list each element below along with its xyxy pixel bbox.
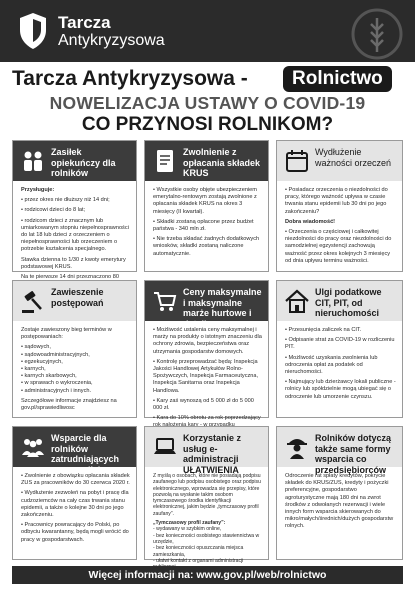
document-icon — [151, 147, 179, 175]
body-line: • Posiadacz orzeczenia o niezdolności do pracy, którego ważność upływa w czasie trwania stanu epidemii lub 30 dni po jego zakończeniu? — [285, 187, 388, 215]
panel-header — [145, 281, 268, 329]
panel-body — [21, 327, 130, 415]
panel-title: Rolników dotyczą także same formy wsparcia co przedsiębiorców — [315, 433, 392, 475]
brand-line-1: Tarcza — [58, 13, 111, 32]
body-line: • Wszystkie osoby objęte ubezpieczeniem emerytalno-rentowym zostają zwolnione z opłacania składek KRUS na okres 3 miesięcy (II kwartał). — [153, 187, 257, 215]
body-line: Zostaje zawieszony bieg terminów w postępowaniach: — [21, 327, 112, 341]
panel-orzeczenia — [276, 140, 403, 272]
panel-body — [21, 473, 130, 547]
panel-zasilek — [12, 140, 137, 281]
body-line: • w sprawach o wykroczenia, — [21, 380, 93, 387]
cart-icon — [151, 287, 179, 315]
body-line: • rodzicowi dzieci do 8 lat; — [21, 207, 86, 214]
panel-header — [277, 281, 402, 321]
body-line: Stawka dzienna to 1/30 z kwoty emerytury podstawowej KRUS. — [21, 256, 126, 270]
body-line: • Kontrolę przeprowadzać będą: Inspekcja Jakości Handlowej Artykułów Rolno-Spożywczych, Inspekcja Farmaceutyczna, Inspekcja Sanitarna oraz Inspekcja Handlowa. — [153, 358, 259, 394]
body-line: • karnych skarbowych, — [21, 373, 77, 380]
body-line: • Zwolnienie z obowiązku opłacania składek ZUS za pracowników do 30 czerwca 2020 r. — [21, 473, 130, 487]
shield-logo-icon — [18, 12, 48, 50]
body-line: • Przesunięcia zaliczek na CIT. — [285, 327, 362, 333]
title-badge: Rolnictwo — [283, 66, 392, 92]
panel-body — [153, 473, 262, 573]
subtitle: NOWELIZACJA USTAWY O COVID-19 — [49, 93, 366, 113]
panel-header — [145, 141, 268, 181]
farmer-icon — [283, 433, 311, 461]
panel-header — [13, 141, 136, 181]
body-line: - ułatwi kontakt z organami administracji — [153, 557, 244, 564]
body-line: Szczegółowe informacje znajdziesz na gov.pl/sprawiedliwosc — [21, 397, 117, 412]
laptop-icon — [151, 433, 179, 461]
body-line: • sądowych, — [21, 344, 51, 351]
panel-title: Ulgi podatkowe CIT, PIT, od nieruchomości — [315, 287, 382, 318]
body-line: • Nie trzeba składać żadnych dodatkowych wniosków, składki zostaną naliczone automatycznie. — [153, 236, 260, 257]
brand-line-2: Antykryzysowa — [58, 32, 165, 49]
wheat-emblem-icon — [349, 6, 405, 62]
body-line: • Składki zostaną opłacone przez budżet państwa - 340 mln zł. — [153, 218, 254, 233]
body-line: • Wydłużenie zezwoleń na pobyt i pracę dla cudzoziemców na cały czas trwania stanu epidemii, a także o kolejne 30 dni po jego zakończeniu. — [21, 490, 129, 519]
body-line: Dobra wiadomość! — [285, 218, 336, 225]
footer-link-bar[interactable]: Więcej informacji na: www.gov.pl/web/rolnictwo — [12, 566, 403, 584]
panel-title: Zawieszenie postępowań — [51, 287, 104, 308]
header-banner — [0, 0, 415, 62]
body-line: • Orzeczenia o częściowej i całkowitej niezdolności do pracy oraz niezdolności do samodzielnej egzystencji zachowują ważność przez okres kolejnych 3 miesięcy od dnia upływu terminu ważności. — [285, 229, 392, 264]
body-line: • przez okres nie dłuższy niż 14 dni; — [21, 197, 110, 204]
panel-title: Wydłużenie ważności orzeczeń — [315, 147, 392, 168]
body-line: • Kary zaś wynoszą od 5 000 zł do 5 000 000 zł. — [153, 397, 254, 412]
panel-ulgi — [276, 280, 403, 418]
body-line: • administracyjnych i innych. — [21, 387, 92, 394]
body-line: • Kara do 10% obrotu za rok poprzedzający — [153, 415, 261, 422]
body-line: • egzekucyjnych, — [21, 358, 63, 365]
body-line: Na te pierwsze 14 dni przeznaczono 80 — [21, 274, 119, 281]
body-line: - bez konieczności osobistego stawiennictwa w urzędzie, — [153, 532, 260, 545]
panel-ceny — [144, 280, 269, 422]
panel-body — [285, 327, 396, 404]
panel-body — [153, 187, 262, 261]
body-line: • Możliwość uzyskania zwolnienia lub odroczenia opłat za podatek od nieruchomości. — [285, 354, 378, 376]
calendar-icon — [283, 147, 311, 175]
body-line: • Możliwość ustalenia ceny maksymalnej i marży na produkty o istotnym znaczeniu dla ochrony zdrowia, bezpieczeństwa oraz utrzymania gospodarstw domowych. — [153, 327, 262, 355]
house-icon — [283, 287, 311, 315]
body-line: - wydawany w szybkim online, — [153, 526, 222, 533]
body-line: • karnych, — [21, 366, 46, 373]
body-line: • rodzicom dzieci z znacznym lub umiarkowanym stopniu niepełnosprawności do lat 18 lub dzieci z orzeczeniem o niepełnosprawności lub orzeczeniem o potrzebie kształcenia specjalnego. — [21, 217, 129, 253]
panel-title: Zasiłek opiekuńczy dla rolników — [51, 147, 116, 178]
body-line: Odroczenie rat spłaty kredytów, pokrycie składek do KRUS/ZUS, kredyty i pożyczki preferencyjne, gospodarstwo agroturystyczne mają 180 dni na zwrot środków z odwołanych rezerwacji i wiele innych form wsparcia skierowanych do mikro/małych/średnich/dużych gospodarstw rolnych. — [285, 473, 394, 530]
gavel-icon — [19, 287, 47, 315]
panel-krus — [144, 140, 269, 272]
panel-header — [13, 281, 136, 321]
panel-body — [285, 187, 396, 268]
body-line: • sądowoadministracyjnych, — [21, 351, 90, 358]
headline-question: CO PRZYNOSI ROLNIKOM? — [81, 114, 334, 135]
body-line: • Pracownicy powracający do Polski, po odbyciu kwarantanny, będą mogli wrócić do pracy w gospodarstwach. — [21, 522, 129, 543]
body-line: • Odpisanie strat za COVID-19 w rozliczeniu PIT. — [285, 337, 395, 351]
body-line: Z myślą o osobach, które nie posiadają podpisu zaufanego lub podpisu osobistego oraz podpisu elektronicznego, wprowadza się przepisy, które pozwolą na wysłanie takim osobom tymczasowego środka identyfikacji elektronicznej, jakim będzie „tymczasowy profil zaufany”. — [153, 473, 261, 517]
panel-header — [145, 427, 268, 475]
panel-title: Wsparcie dla rolników zatrudniających pracowników — [51, 433, 120, 475]
panel-header — [277, 427, 402, 475]
people-icon — [19, 433, 47, 461]
body-line: „Tymczasowy profil zaufany”: — [153, 520, 226, 527]
panel-postepowania — [12, 280, 137, 418]
panel-formy-wsparcia — [276, 426, 403, 560]
page-title: Tarcza Antykryzysowa - — [12, 67, 248, 90]
body-line: • Najmujący lub dzierżawcy lokali publiczne - rolnicy lub spółdzielnie mogą ubiegać się o odroczenie lub umorzenie czynszu. — [285, 379, 396, 400]
panel-body — [285, 473, 396, 534]
body-line: Przysługuje: — [21, 187, 55, 193]
body-line: - bez konieczności opuszczania miejsca zamieszkania, — [153, 545, 244, 558]
panel-pracownicy — [12, 426, 137, 560]
panel-title: Ceny maksymalne i maksymalne marże hurtowe i detaliczne — [183, 287, 262, 329]
panel-header — [277, 141, 402, 181]
panel-header — [13, 427, 136, 475]
family-icon — [19, 147, 47, 175]
panel-e-administracja — [144, 426, 269, 564]
panel-title: Korzystanie z usług e-administracji UŁATWIENIA — [183, 433, 242, 475]
panel-title: Zwolnienie z opłacania składek KRUS — [183, 147, 261, 178]
panel-body — [153, 327, 262, 440]
